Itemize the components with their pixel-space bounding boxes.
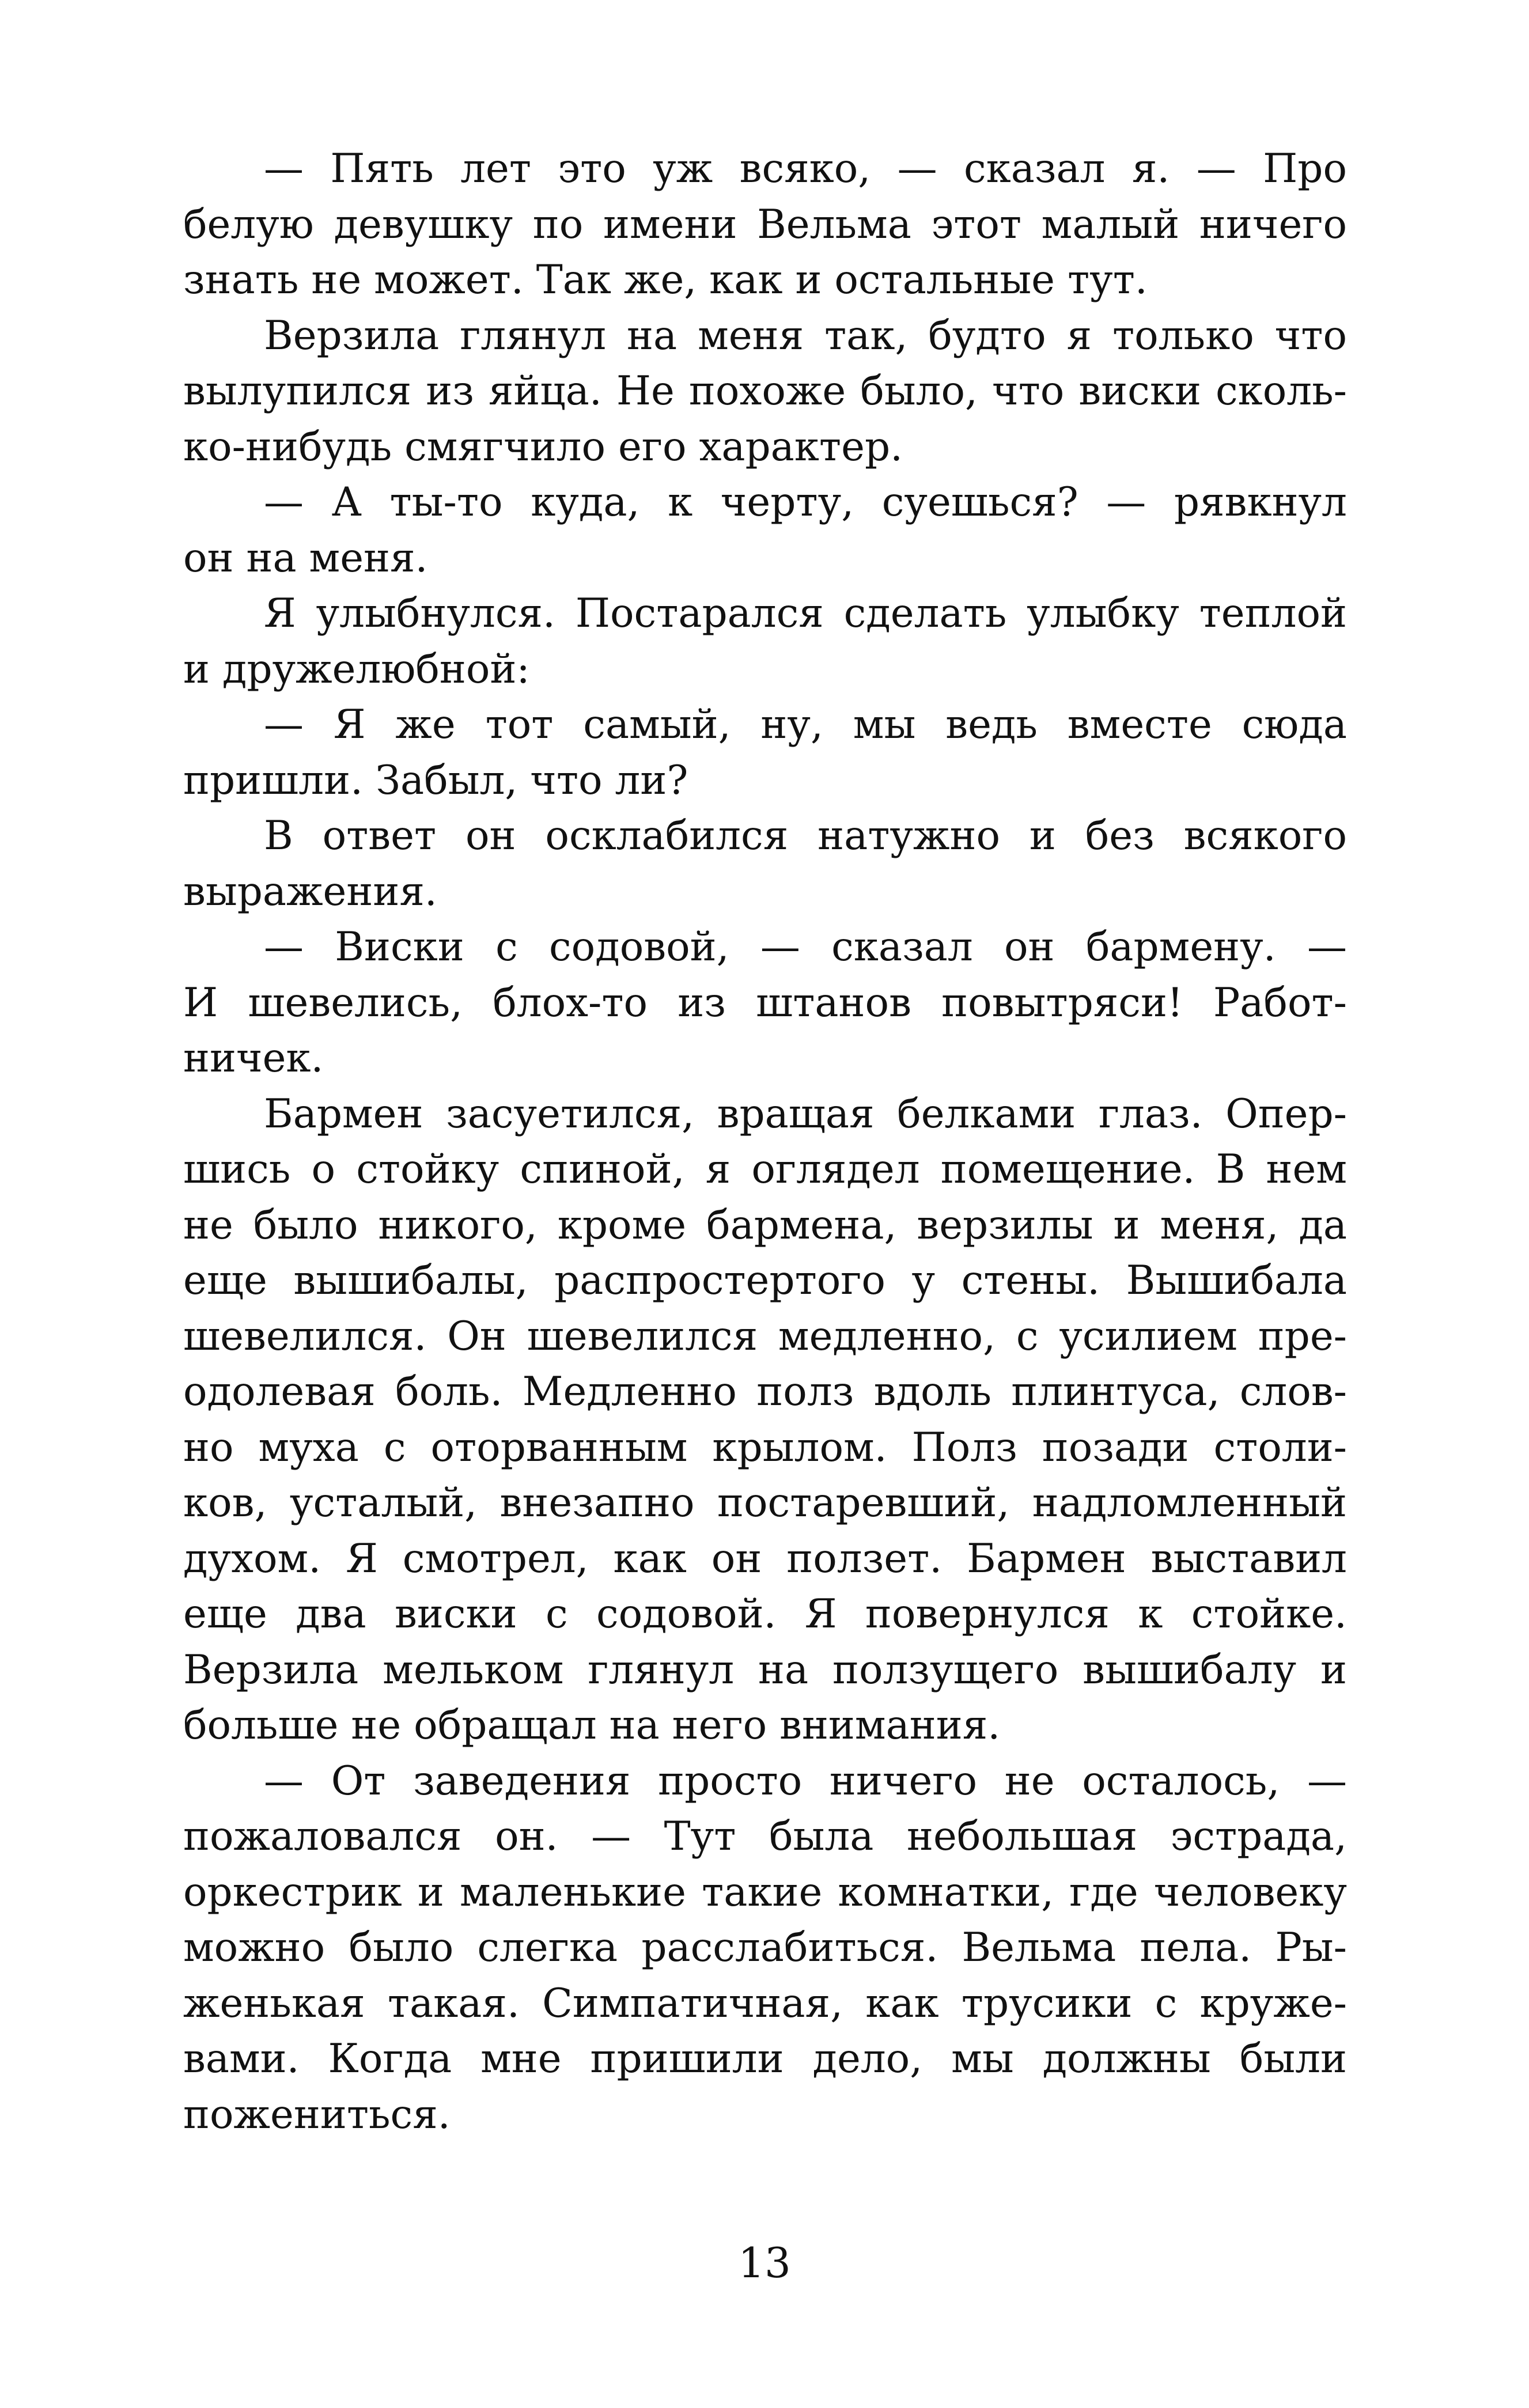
text-line: — От заведения просто ничего не осталось, — bbox=[264, 1758, 1347, 1804]
paragraph bbox=[183, 1086, 1347, 1754]
text-line: одолевая боль. Медленно полз вдоль плинтуса, слов- bbox=[183, 1369, 1347, 1415]
text-line: и дружелюбной: bbox=[183, 646, 530, 692]
text-line: Бармен засуетился, вращая белками глаз. Опер- bbox=[264, 1091, 1347, 1137]
text-line: ко-нибудь смягчило его характер. bbox=[183, 423, 903, 470]
text-line: пришли. Забыл, что ли? bbox=[183, 757, 688, 804]
paragraph bbox=[183, 1754, 1347, 2143]
text-line: можно было слегка расслабиться. Вельма пела. Ры- bbox=[183, 1925, 1347, 1971]
page-number: 13 bbox=[738, 2239, 791, 2287]
text-line: шись о стойку спиной, я оглядел помещение. В нем bbox=[183, 1146, 1347, 1192]
text-line: ничек. bbox=[183, 1035, 324, 1081]
text-line: белую девушку по имени Вельма этот малый ничего bbox=[183, 201, 1347, 248]
paragraph bbox=[183, 808, 1347, 919]
text-line: вылупился из яйца. Не похоже было, что виски сколь- bbox=[183, 368, 1347, 414]
text-line: женькая такая. Симпатичная, как трусики с круже- bbox=[183, 1980, 1347, 2027]
text-line: шевелился. Он шевелился медленно, с усилием пре- bbox=[183, 1313, 1347, 1360]
text-line: больше не обращал на него внимания. bbox=[183, 1702, 1001, 1748]
page-text bbox=[183, 141, 1347, 2142]
text-line: оркестрик и маленькие такие комнатки, где человеку bbox=[183, 1869, 1347, 1915]
paragraph bbox=[183, 919, 1347, 1086]
paragraph bbox=[183, 308, 1347, 475]
paragraph bbox=[183, 697, 1347, 808]
text-line: Я улыбнулся. Постарался сделать улыбку теплой bbox=[264, 590, 1347, 637]
text-line: Верзила глянул на меня так, будто я только что bbox=[264, 312, 1347, 359]
paragraph bbox=[183, 586, 1347, 697]
paragraph bbox=[183, 475, 1347, 586]
text-line: — Я же тот самый, ну, мы ведь вместе сюда bbox=[264, 702, 1347, 748]
text-line: еще вышибалы, распростертого у стены. Вышибала bbox=[183, 1258, 1347, 1304]
text-line: но муха с оторванным крылом. Полз позади столи- bbox=[183, 1424, 1347, 1471]
text-line: знать не может. Так же, как и остальные тут. bbox=[183, 257, 1148, 303]
text-line: вами. Когда мне пришили дело, мы должны были bbox=[183, 2036, 1347, 2082]
text-line: он на меня. bbox=[183, 535, 428, 581]
text-line: выражения. bbox=[183, 868, 437, 915]
text-line: — А ты-то куда, к черту, суешься? — рявкнул bbox=[264, 479, 1347, 525]
text-line: Верзила мельком глянул на ползущего вышибалу и bbox=[183, 1646, 1347, 1693]
text-line: пожаловался он. — Тут была небольшая эстрада, bbox=[183, 1813, 1347, 1860]
text-line: ков, усталый, внезапно постаревший, надломленный bbox=[183, 1480, 1347, 1526]
text-line: В ответ он осклабился натужно и без всякого bbox=[264, 813, 1347, 859]
text-line: пожениться. bbox=[183, 2091, 451, 2138]
text-line: еще два виски с содовой. Я повернулся к стойке. bbox=[183, 1591, 1347, 1637]
text-line: не было никого, кроме бармена, верзилы и меня, да bbox=[183, 1202, 1347, 1248]
paragraph bbox=[183, 141, 1347, 308]
text-line: — Пять лет это уж всяко, — сказал я. — Про bbox=[264, 146, 1347, 192]
text-line: И шевелись, блох-то из штанов повытряси! Работ- bbox=[183, 979, 1347, 1026]
text-line: — Виски с содовой, — сказал он бармену. — bbox=[264, 924, 1347, 970]
text-line: духом. Я смотрел, как он ползет. Бармен выставил bbox=[183, 1535, 1347, 1582]
